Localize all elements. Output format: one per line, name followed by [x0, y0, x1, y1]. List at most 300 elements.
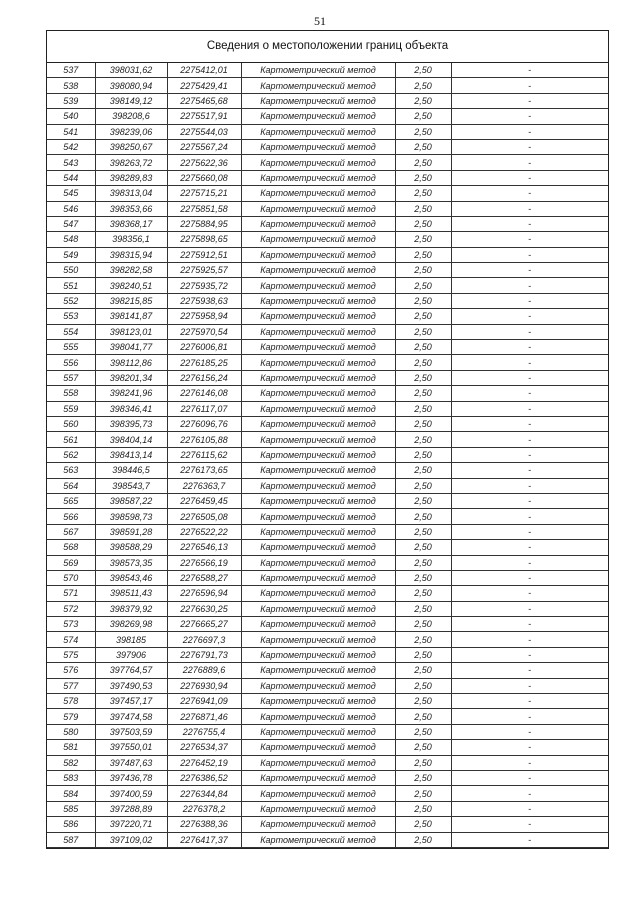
method-cell: Картометрический метод	[241, 263, 395, 278]
description-cell: -	[451, 724, 608, 739]
y-coordinate-cell: 2276546,13	[167, 540, 241, 555]
table-row	[47, 478, 608, 493]
point-number-cell: 582	[47, 755, 95, 770]
precision-cell: 2,50	[395, 832, 451, 847]
precision-cell: 2,50	[395, 355, 451, 370]
description-cell: -	[451, 740, 608, 755]
description-cell: -	[451, 586, 608, 601]
point-number-cell: 549	[47, 247, 95, 262]
method-cell: Картометрический метод	[241, 63, 395, 78]
x-coordinate-cell: 398031,62	[95, 63, 167, 78]
precision-cell: 2,50	[395, 340, 451, 355]
method-cell: Картометрический метод	[241, 586, 395, 601]
description-cell: -	[451, 186, 608, 201]
method-cell: Картометрический метод	[241, 478, 395, 493]
point-number-cell: 559	[47, 401, 95, 416]
x-coordinate-cell: 397550,01	[95, 740, 167, 755]
x-coordinate-cell: 398511,43	[95, 586, 167, 601]
x-coordinate-cell: 398573,35	[95, 555, 167, 570]
description-cell: -	[451, 370, 608, 385]
description-cell: -	[451, 432, 608, 447]
description-cell: -	[451, 93, 608, 108]
table-row	[47, 170, 608, 185]
point-number-cell: 542	[47, 139, 95, 154]
x-coordinate-cell: 398543,46	[95, 570, 167, 585]
y-coordinate-cell: 2276697,3	[167, 632, 241, 647]
description-cell: -	[451, 232, 608, 247]
table-row	[47, 63, 608, 78]
y-coordinate-cell: 2276459,45	[167, 493, 241, 508]
precision-cell: 2,50	[395, 201, 451, 216]
y-coordinate-cell: 2275884,95	[167, 216, 241, 231]
description-cell: -	[451, 632, 608, 647]
point-number-cell: 573	[47, 617, 95, 632]
point-number-cell: 571	[47, 586, 95, 601]
method-cell: Картометрический метод	[241, 463, 395, 478]
method-cell: Картометрический метод	[241, 278, 395, 293]
precision-cell: 2,50	[395, 463, 451, 478]
description-cell: -	[451, 447, 608, 462]
precision-cell: 2,50	[395, 786, 451, 801]
description-cell: -	[451, 293, 608, 308]
y-coordinate-cell: 2276156,24	[167, 370, 241, 385]
description-cell: -	[451, 770, 608, 785]
x-coordinate-cell: 398282,58	[95, 263, 167, 278]
precision-cell: 2,50	[395, 617, 451, 632]
precision-cell: 2,50	[395, 370, 451, 385]
precision-cell: 2,50	[395, 555, 451, 570]
boundary-coordinates-table	[47, 63, 608, 848]
y-coordinate-cell: 2276791,73	[167, 647, 241, 662]
precision-cell: 2,50	[395, 447, 451, 462]
y-coordinate-cell: 2275429,41	[167, 78, 241, 93]
description-cell: -	[451, 817, 608, 832]
precision-cell: 2,50	[395, 401, 451, 416]
point-number-cell: 561	[47, 432, 95, 447]
coordinates-table-frame	[46, 30, 609, 849]
point-number-cell: 551	[47, 278, 95, 293]
method-cell: Картометрический метод	[241, 447, 395, 462]
y-coordinate-cell: 2275660,08	[167, 170, 241, 185]
description-cell: -	[451, 201, 608, 216]
y-coordinate-cell: 2275715,21	[167, 186, 241, 201]
table-row	[47, 555, 608, 570]
x-coordinate-cell: 398446,5	[95, 463, 167, 478]
y-coordinate-cell: 2276146,08	[167, 386, 241, 401]
x-coordinate-cell: 397400,59	[95, 786, 167, 801]
method-cell: Картометрический метод	[241, 293, 395, 308]
y-coordinate-cell: 2276566,19	[167, 555, 241, 570]
point-number-cell: 585	[47, 801, 95, 816]
table-row	[47, 201, 608, 216]
point-number-cell: 553	[47, 309, 95, 324]
precision-cell: 2,50	[395, 586, 451, 601]
x-coordinate-cell: 397503,59	[95, 724, 167, 739]
precision-cell: 2,50	[395, 263, 451, 278]
table-row	[47, 832, 608, 847]
precision-cell: 2,50	[395, 386, 451, 401]
precision-cell: 2,50	[395, 124, 451, 139]
method-cell: Картометрический метод	[241, 524, 395, 539]
point-number-cell: 565	[47, 493, 95, 508]
method-cell: Картометрический метод	[241, 186, 395, 201]
point-number-cell: 576	[47, 663, 95, 678]
description-cell: -	[451, 663, 608, 678]
method-cell: Картометрический метод	[241, 694, 395, 709]
method-cell: Картометрический метод	[241, 617, 395, 632]
method-cell: Картометрический метод	[241, 232, 395, 247]
table-row	[47, 755, 608, 770]
precision-cell: 2,50	[395, 801, 451, 816]
point-number-cell: 584	[47, 786, 95, 801]
table-row	[47, 817, 608, 832]
description-cell: -	[451, 755, 608, 770]
table-row	[47, 370, 608, 385]
method-cell: Картометрический метод	[241, 386, 395, 401]
x-coordinate-cell: 398598,73	[95, 509, 167, 524]
precision-cell: 2,50	[395, 601, 451, 616]
point-number-cell: 572	[47, 601, 95, 616]
method-cell: Картометрический метод	[241, 755, 395, 770]
precision-cell: 2,50	[395, 740, 451, 755]
y-coordinate-cell: 2276417,37	[167, 832, 241, 847]
point-number-cell: 556	[47, 355, 95, 370]
x-coordinate-cell: 398208,6	[95, 109, 167, 124]
description-cell: -	[451, 555, 608, 570]
description-cell: -	[451, 509, 608, 524]
table-row	[47, 694, 608, 709]
description-cell: -	[451, 709, 608, 724]
description-cell: -	[451, 478, 608, 493]
description-cell: -	[451, 355, 608, 370]
precision-cell: 2,50	[395, 770, 451, 785]
method-cell: Картометрический метод	[241, 709, 395, 724]
y-coordinate-cell: 2276452,19	[167, 755, 241, 770]
method-cell: Картометрический метод	[241, 801, 395, 816]
precision-cell: 2,50	[395, 170, 451, 185]
y-coordinate-cell: 2276596,94	[167, 586, 241, 601]
table-row	[47, 432, 608, 447]
x-coordinate-cell: 397288,89	[95, 801, 167, 816]
description-cell: -	[451, 678, 608, 693]
method-cell: Картометрический метод	[241, 309, 395, 324]
y-coordinate-cell: 2276006,81	[167, 340, 241, 355]
y-coordinate-cell: 2276871,46	[167, 709, 241, 724]
x-coordinate-cell: 397474,58	[95, 709, 167, 724]
point-number-cell: 538	[47, 78, 95, 93]
precision-cell: 2,50	[395, 139, 451, 154]
precision-cell: 2,50	[395, 709, 451, 724]
x-coordinate-cell: 398315,94	[95, 247, 167, 262]
method-cell: Картометрический метод	[241, 555, 395, 570]
method-cell: Картометрический метод	[241, 93, 395, 108]
point-number-cell: 568	[47, 540, 95, 555]
description-cell: -	[451, 63, 608, 78]
method-cell: Картометрический метод	[241, 401, 395, 416]
precision-cell: 2,50	[395, 109, 451, 124]
point-number-cell: 543	[47, 155, 95, 170]
description-cell: -	[451, 78, 608, 93]
precision-cell: 2,50	[395, 324, 451, 339]
table-row	[47, 647, 608, 662]
page-number: 51	[314, 14, 326, 28]
y-coordinate-cell: 2275622,36	[167, 155, 241, 170]
y-coordinate-cell: 2276386,52	[167, 770, 241, 785]
point-number-cell: 560	[47, 416, 95, 431]
table-row	[47, 293, 608, 308]
y-coordinate-cell: 2276665,27	[167, 617, 241, 632]
point-number-cell: 577	[47, 678, 95, 693]
method-cell: Картометрический метод	[241, 416, 395, 431]
y-coordinate-cell: 2275465,68	[167, 93, 241, 108]
method-cell: Картометрический метод	[241, 786, 395, 801]
y-coordinate-cell: 2275935,72	[167, 278, 241, 293]
precision-cell: 2,50	[395, 678, 451, 693]
table-row	[47, 401, 608, 416]
point-number-cell: 578	[47, 694, 95, 709]
y-coordinate-cell: 2276505,08	[167, 509, 241, 524]
precision-cell: 2,50	[395, 570, 451, 585]
table-row	[47, 586, 608, 601]
description-cell: -	[451, 386, 608, 401]
x-coordinate-cell: 398080,94	[95, 78, 167, 93]
x-coordinate-cell: 398201,34	[95, 370, 167, 385]
x-coordinate-cell: 398313,04	[95, 186, 167, 201]
description-cell: -	[451, 570, 608, 585]
table-row	[47, 786, 608, 801]
precision-cell: 2,50	[395, 293, 451, 308]
x-coordinate-cell: 398149,12	[95, 93, 167, 108]
description-cell: -	[451, 139, 608, 154]
method-cell: Картометрический метод	[241, 570, 395, 585]
method-cell: Картометрический метод	[241, 370, 395, 385]
description-cell: -	[451, 216, 608, 231]
precision-cell: 2,50	[395, 493, 451, 508]
table-title: Сведения о местоположении границ объекта	[47, 31, 608, 63]
x-coordinate-cell: 397457,17	[95, 694, 167, 709]
precision-cell: 2,50	[395, 724, 451, 739]
point-number-cell: 546	[47, 201, 95, 216]
precision-cell: 2,50	[395, 817, 451, 832]
method-cell: Картометрический метод	[241, 124, 395, 139]
description-cell: -	[451, 832, 608, 847]
y-coordinate-cell: 2275925,57	[167, 263, 241, 278]
table-row	[47, 232, 608, 247]
point-number-cell: 537	[47, 63, 95, 78]
table-row	[47, 447, 608, 462]
description-cell: -	[451, 247, 608, 262]
table-row	[47, 540, 608, 555]
point-number-cell: 544	[47, 170, 95, 185]
point-number-cell: 567	[47, 524, 95, 539]
y-coordinate-cell: 2276378,2	[167, 801, 241, 816]
method-cell: Картометрический метод	[241, 324, 395, 339]
description-cell: -	[451, 617, 608, 632]
y-coordinate-cell: 2276096,76	[167, 416, 241, 431]
table-row	[47, 632, 608, 647]
x-coordinate-cell: 397764,57	[95, 663, 167, 678]
table-row	[47, 186, 608, 201]
description-cell: -	[451, 109, 608, 124]
y-coordinate-cell: 2276388,36	[167, 817, 241, 832]
method-cell: Картометрический метод	[241, 432, 395, 447]
description-cell: -	[451, 416, 608, 431]
x-coordinate-cell: 398240,51	[95, 278, 167, 293]
description-cell: -	[451, 524, 608, 539]
precision-cell: 2,50	[395, 216, 451, 231]
x-coordinate-cell: 398289,83	[95, 170, 167, 185]
table-row	[47, 509, 608, 524]
y-coordinate-cell: 2276522,22	[167, 524, 241, 539]
table-row	[47, 601, 608, 616]
description-cell: -	[451, 540, 608, 555]
x-coordinate-cell: 398587,22	[95, 493, 167, 508]
x-coordinate-cell: 397436,78	[95, 770, 167, 785]
description-cell: -	[451, 601, 608, 616]
description-cell: -	[451, 694, 608, 709]
x-coordinate-cell: 398588,29	[95, 540, 167, 555]
precision-cell: 2,50	[395, 478, 451, 493]
method-cell: Картометрический метод	[241, 770, 395, 785]
table-row	[47, 124, 608, 139]
description-cell: -	[451, 155, 608, 170]
description-cell: -	[451, 786, 608, 801]
precision-cell: 2,50	[395, 78, 451, 93]
y-coordinate-cell: 2276344,84	[167, 786, 241, 801]
point-number-cell: 564	[47, 478, 95, 493]
x-coordinate-cell: 398543,7	[95, 478, 167, 493]
table-row	[47, 109, 608, 124]
x-coordinate-cell: 398413,14	[95, 447, 167, 462]
y-coordinate-cell: 2275544,03	[167, 124, 241, 139]
method-cell: Картометрический метод	[241, 832, 395, 847]
precision-cell: 2,50	[395, 232, 451, 247]
precision-cell: 2,50	[395, 540, 451, 555]
x-coordinate-cell: 397487,63	[95, 755, 167, 770]
table-row	[47, 524, 608, 539]
method-cell: Картометрический метод	[241, 216, 395, 231]
precision-cell: 2,50	[395, 309, 451, 324]
point-number-cell: 545	[47, 186, 95, 201]
table-row	[47, 355, 608, 370]
x-coordinate-cell: 398368,17	[95, 216, 167, 231]
precision-cell: 2,50	[395, 647, 451, 662]
description-cell: -	[451, 801, 608, 816]
y-coordinate-cell: 2275970,54	[167, 324, 241, 339]
precision-cell: 2,50	[395, 93, 451, 108]
method-cell: Картометрический метод	[241, 247, 395, 262]
method-cell: Картометрический метод	[241, 340, 395, 355]
y-coordinate-cell: 2275412,01	[167, 63, 241, 78]
x-coordinate-cell: 398591,28	[95, 524, 167, 539]
point-number-cell: 583	[47, 770, 95, 785]
method-cell: Картометрический метод	[241, 155, 395, 170]
precision-cell: 2,50	[395, 186, 451, 201]
x-coordinate-cell: 397109,02	[95, 832, 167, 847]
x-coordinate-cell: 398041,77	[95, 340, 167, 355]
x-coordinate-cell: 398346,41	[95, 401, 167, 416]
method-cell: Картометрический метод	[241, 724, 395, 739]
y-coordinate-cell: 2276115,62	[167, 447, 241, 462]
y-coordinate-cell: 2275567,24	[167, 139, 241, 154]
method-cell: Картометрический метод	[241, 632, 395, 647]
table-row	[47, 416, 608, 431]
precision-cell: 2,50	[395, 63, 451, 78]
precision-cell: 2,50	[395, 524, 451, 539]
method-cell: Картометрический метод	[241, 493, 395, 508]
precision-cell: 2,50	[395, 278, 451, 293]
point-number-cell: 575	[47, 647, 95, 662]
point-number-cell: 587	[47, 832, 95, 847]
x-coordinate-cell: 398141,87	[95, 309, 167, 324]
point-number-cell: 552	[47, 293, 95, 308]
point-number-cell: 547	[47, 216, 95, 231]
point-number-cell: 562	[47, 447, 95, 462]
point-number-cell: 554	[47, 324, 95, 339]
table-row	[47, 340, 608, 355]
table-row	[47, 93, 608, 108]
x-coordinate-cell: 398353,66	[95, 201, 167, 216]
table-row	[47, 709, 608, 724]
description-cell: -	[451, 170, 608, 185]
x-coordinate-cell: 397490,53	[95, 678, 167, 693]
precision-cell: 2,50	[395, 632, 451, 647]
y-coordinate-cell: 2275898,65	[167, 232, 241, 247]
y-coordinate-cell: 2275958,94	[167, 309, 241, 324]
table-row	[47, 617, 608, 632]
method-cell: Картометрический метод	[241, 139, 395, 154]
precision-cell: 2,50	[395, 155, 451, 170]
point-number-cell: 566	[47, 509, 95, 524]
point-number-cell: 579	[47, 709, 95, 724]
method-cell: Картометрический метод	[241, 170, 395, 185]
x-coordinate-cell: 398123,01	[95, 324, 167, 339]
point-number-cell: 563	[47, 463, 95, 478]
precision-cell: 2,50	[395, 755, 451, 770]
table-row	[47, 663, 608, 678]
method-cell: Картометрический метод	[241, 740, 395, 755]
precision-cell: 2,50	[395, 432, 451, 447]
precision-cell: 2,50	[395, 416, 451, 431]
method-cell: Картометрический метод	[241, 817, 395, 832]
table-row	[47, 139, 608, 154]
point-number-cell: 539	[47, 93, 95, 108]
y-coordinate-cell: 2276117,07	[167, 401, 241, 416]
table-body	[47, 63, 608, 847]
y-coordinate-cell: 2276930,94	[167, 678, 241, 693]
method-cell: Картометрический метод	[241, 78, 395, 93]
y-coordinate-cell: 2275851,58	[167, 201, 241, 216]
description-cell: -	[451, 493, 608, 508]
table-row	[47, 247, 608, 262]
y-coordinate-cell: 2275912,51	[167, 247, 241, 262]
point-number-cell: 581	[47, 740, 95, 755]
y-coordinate-cell: 2276173,65	[167, 463, 241, 478]
precision-cell: 2,50	[395, 694, 451, 709]
method-cell: Картометрический метод	[241, 109, 395, 124]
x-coordinate-cell: 398395,73	[95, 416, 167, 431]
y-coordinate-cell: 2276941,09	[167, 694, 241, 709]
table-row	[47, 801, 608, 816]
method-cell: Картометрический метод	[241, 663, 395, 678]
method-cell: Картометрический метод	[241, 678, 395, 693]
point-number-cell: 558	[47, 386, 95, 401]
description-cell: -	[451, 647, 608, 662]
method-cell: Картометрический метод	[241, 355, 395, 370]
description-cell: -	[451, 324, 608, 339]
table-row	[47, 740, 608, 755]
method-cell: Картометрический метод	[241, 509, 395, 524]
